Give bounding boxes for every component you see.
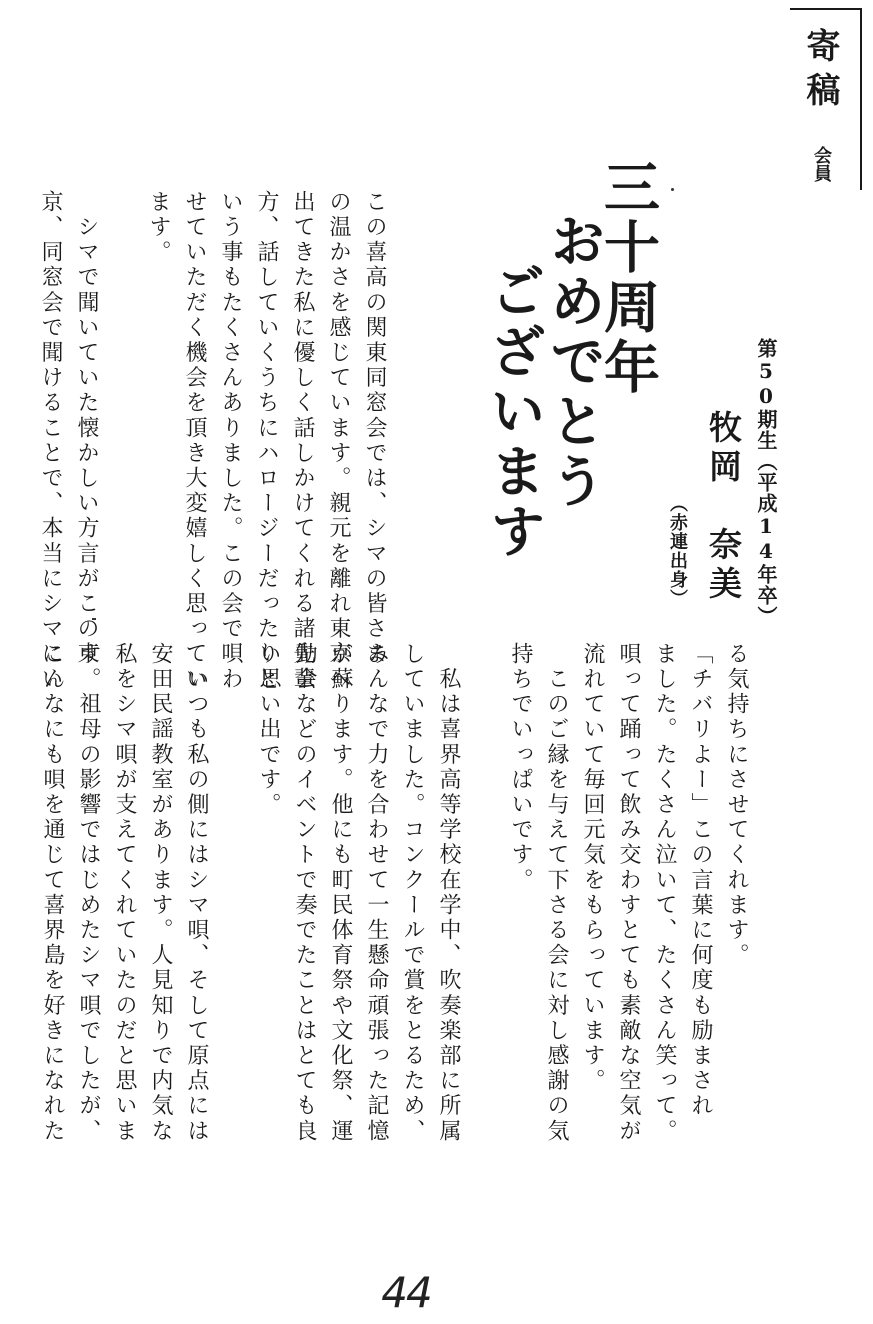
text-column: 動会などのイベントで奏でたことはとても良	[292, 642, 317, 1144]
text-column: 流れていて毎回元気をもらっています。	[580, 642, 605, 1094]
text-column: こんなにも唄を通じて喜界島を好きになれた	[40, 642, 65, 1144]
text-column: 出てきた私に優しく話しかけてくれる諸先輩	[290, 190, 315, 692]
corner-bracket-side	[860, 8, 862, 190]
text-column: い思い出です。	[256, 642, 281, 818]
text-column: シマで聞いていた懐かしい方言がこの東	[74, 190, 99, 667]
text-column: 私は喜界高等学校在学中、吹奏楽部に所属	[436, 642, 461, 1144]
text-column: この喜高の関東同窓会では、シマの皆さま	[362, 190, 387, 667]
text-column: が蘇ります。他にも町民体育祭や文化祭、運	[328, 642, 353, 1144]
text-column: る気持ちにさせてくれます。	[724, 642, 749, 969]
author-origin: （赤連出身）	[667, 494, 688, 608]
author-generation: 第50期生（平成14年卒）	[754, 338, 778, 627]
article-title-line-3: ございます	[481, 262, 547, 562]
text-column: いつも私の側にはシマ唄、そして原点には	[184, 642, 209, 1144]
speck-mark	[671, 188, 674, 191]
text-column: いう事もたくさんありました。この会で唄わ	[218, 190, 243, 692]
member-label: 会員	[811, 146, 832, 182]
author-name: 牧岡 奈美	[704, 410, 743, 605]
text-column: 「チバリよー」この言葉に何度も励まされ	[688, 642, 713, 1119]
text-column: せていただく機会を頂き大変嬉しく思ってい	[182, 190, 207, 692]
text-column: の温かさを感じています。親元を離れ東京へ	[326, 190, 351, 692]
text-column: していました。コンクールで賞をとるため、	[400, 642, 425, 1144]
text-column: ます。	[146, 190, 171, 266]
article-title-line-2: おめでとう	[541, 212, 607, 512]
text-column: 安田民謡教室があります。人見知りで内気な	[148, 642, 173, 1144]
text-column: みんなで力を合わせて一生懸命頑張った記憶	[364, 642, 389, 1144]
text-column: 唄って踊って飲み交わすとても素敵な空気が	[616, 642, 641, 1144]
text-column: ました。たくさん泣いて、たくさん笑って。	[652, 642, 677, 1144]
page-number: 44	[381, 1268, 431, 1317]
article-title-line-1: 三十周年	[595, 158, 661, 398]
text-column: す。祖母の影響ではじめたシマ唄でしたが、	[76, 642, 101, 1144]
text-column: 持ちでいっぱいです。	[508, 642, 533, 893]
text-column: 方、話していくうちにハロージーだったりと	[254, 190, 279, 692]
corner-bracket-top	[790, 8, 860, 10]
text-column: 京、同窓会で聞けることで、本当にシマにい	[38, 190, 63, 692]
section-label: 寄稿	[800, 28, 840, 116]
text-column: このご縁を与えて下さる会に対し感謝の気	[544, 642, 569, 1144]
text-column: 私をシマ唄が支えてくれていたのだと思いま	[112, 642, 137, 1144]
